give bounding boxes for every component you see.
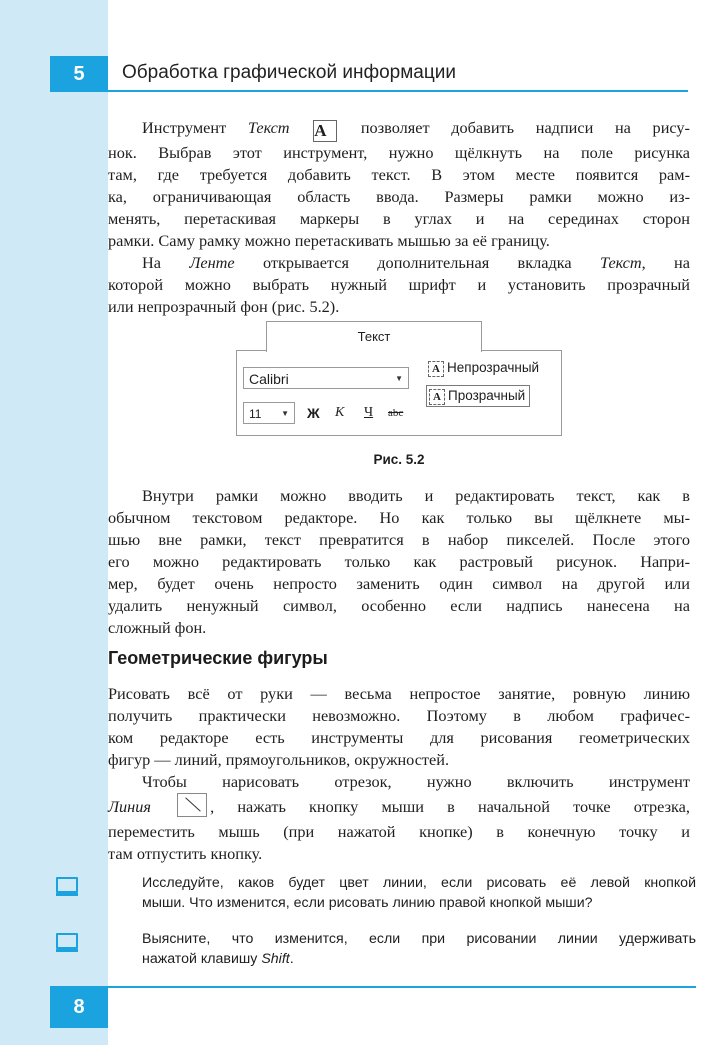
task-line: мыши. Что изменится, если рисовать линию правой кнопкой мыши? [142,895,593,911]
text-line: получить практически невозможно. Поэтому в любом графичес- [108,706,690,725]
text-line: Рисовать всё от руки — весьма непростое занятие, ровную линию [108,684,690,703]
tab-text[interactable] [266,321,482,352]
text-background-icon: A [429,389,445,405]
text-line: или непрозрачный фон (рис. 5.2). [108,297,340,316]
text-line: сложный фон. [108,618,207,637]
text-line: Линия , нажать кнопку мыши в начальной точке отрезка, [108,793,690,821]
paragraph-inside-frame [108,485,690,639]
figure-text-tab [236,321,562,435]
figure-caption: Рис. 5.2 [373,452,425,467]
task-line: нажатой клавишу Shift. [142,951,294,967]
task-line: Выясните, что изменится, если при рисовании линии удерживать [142,931,696,947]
task-2 [142,929,696,969]
text-line: Внутри рамки можно вводить и редактировать текст, как в [142,486,690,505]
font-name-select[interactable]: Calibri ▼ [243,367,409,389]
footer-rule [108,986,696,988]
text-line: там отпустить кнопку. [108,844,263,863]
text-line: Чтобы нарисовать отрезок, нужно включить инструмент [142,772,690,791]
page-number: 8 [50,986,108,1028]
section-heading: Геометрические фигуры [108,648,328,668]
chevron-down-icon: ▼ [395,374,403,383]
opaque-option[interactable]: A Непрозрачный [426,358,539,378]
paragraph-text-tool [108,117,690,318]
text-line: мер, будет очень непросто заменить один символ на другой или [108,574,690,593]
text-line: менять, перетаскивая маркеры в углах и на серединах сторон [108,209,690,228]
text-line: переместить мышь (при нажатой кнопке) в конечную точку и [108,822,690,841]
line-tool-icon [177,793,207,817]
text-line: ка, ограничивающая область ввода. Размеры рамки можно из- [108,187,690,206]
strikethrough-button[interactable]: abc [388,407,404,419]
bold-button[interactable]: Ж [307,405,320,421]
task-line: Исследуйте, каков будет цвет линии, если рисовать её левой кнопкой [142,875,696,891]
chapter-title: Обработка графической информации [122,62,456,83]
text-tool-icon: A [313,120,337,142]
text-line: ком редакторе есть инструменты для рисования геометрических [108,728,690,747]
text-line: нок. Выбрав этот инструмент, нужно щёлкнуть на поле рисунка [108,143,690,162]
italic-button[interactable]: К [335,405,345,420]
header-rule [108,90,688,92]
font-size-select[interactable]: 11 ▼ [243,402,295,424]
chevron-down-icon: ▼ [281,409,289,418]
chapter-number: 5 [50,56,108,92]
text-line: рамки. Саму рамку можно перетаскивать мышью за её границу. [108,231,550,250]
text-line: его можно редактировать только как растровый рисунок. Напри- [108,552,690,571]
ribbon-panel [236,350,562,436]
paragraph-geometric-shapes [108,683,690,865]
computer-icon [56,933,78,953]
underline-button[interactable]: Ч [364,405,374,420]
transparent-option[interactable]: A Прозрачный [426,385,530,407]
text-line: которой можно выбрать нужный шрифт и установить прозрачный [108,275,690,294]
text-line: удалить ненужный символ, особенно если надпись нанесена на [108,596,690,615]
text-line: На Ленте открывается дополнительная вкладка Текст, на [142,253,690,272]
tab-text-label: Текст [357,329,391,344]
task-1 [142,873,696,913]
text-line: там, где требуется добавить текст. В этом месте появится рам- [108,165,690,184]
margin-strip [0,0,108,1045]
text-background-icon: A [428,361,444,377]
text-line: фигур — линий, прямоугольников, окружностей. [108,750,450,769]
computer-icon [56,877,78,897]
text-line: Инструмент Текст A позволяет добавить надписи на рису- [142,118,690,140]
text-line: обычном текстовом редакторе. Но как только вы щёлкнете мы- [108,508,690,527]
text-line: шью вне рамки, текст превратится в набор пикселей. После этого [108,530,690,549]
